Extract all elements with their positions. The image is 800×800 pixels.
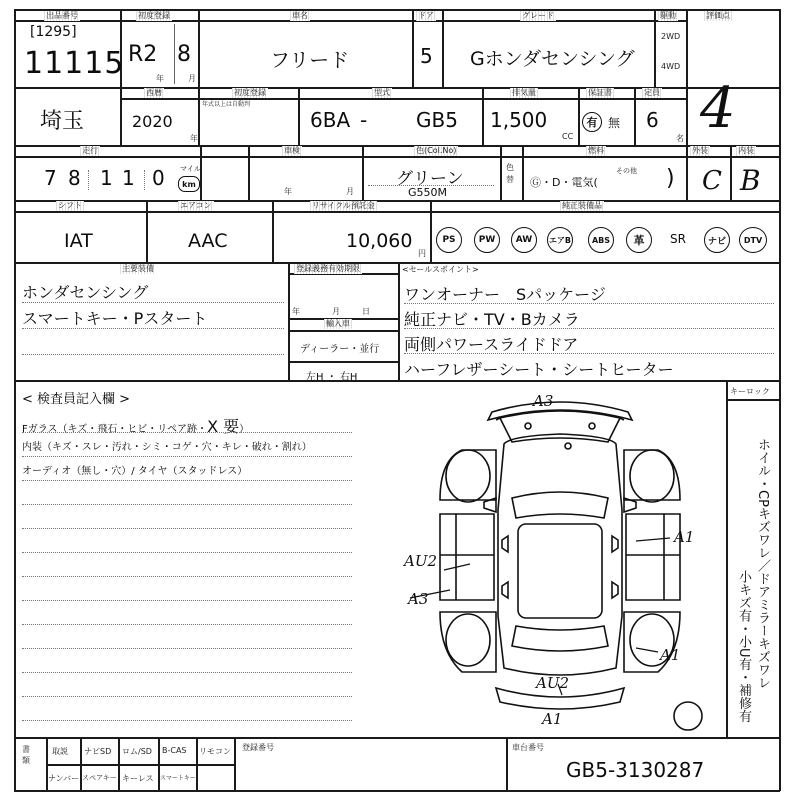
- side-note-scratches: 小キズ有・小U有・補修有: [736, 570, 751, 723]
- first-reg-note: 年式以上は自動判: [202, 101, 251, 108]
- car-name: フリード: [270, 48, 350, 72]
- border-right: [779, 9, 781, 791]
- cc-unit: CC: [562, 132, 574, 141]
- inspection-label: 車検: [284, 146, 300, 155]
- glass-text: Fガラス（キズ・飛石・ヒビ・リペア跡・: [22, 424, 208, 435]
- dealer-option: ディーラー・並行: [300, 344, 380, 355]
- rule: [506, 737, 508, 790]
- color-code: G550M: [408, 186, 448, 199]
- rule: [522, 145, 524, 200]
- rule: [730, 145, 732, 200]
- score-label: 評価点: [706, 11, 730, 20]
- sales-point: 純正ナビ・TV・Bカメラ: [404, 310, 580, 329]
- lot-sub: [1295]: [30, 24, 77, 40]
- reg-era: R2: [128, 42, 158, 67]
- dotted-rule: [22, 720, 352, 721]
- drive-2wd: 2WD: [661, 32, 681, 41]
- fuel-label: 燃料: [588, 146, 604, 155]
- rule: [288, 330, 398, 332]
- border-left: [14, 9, 16, 791]
- rule: [118, 737, 120, 790]
- option-item: スマートキー・Pスタート: [22, 309, 208, 328]
- rule: [272, 200, 274, 262]
- sales-point: 両側パワースライドドア: [404, 335, 579, 354]
- capacity-unit: 名: [676, 134, 684, 143]
- rule: [288, 361, 398, 363]
- lot-number: 11115: [24, 46, 125, 81]
- rule: [14, 20, 686, 22]
- year-unit: 年: [190, 134, 198, 143]
- footer-item: ロム/SD: [122, 747, 152, 756]
- model-label: 型式: [374, 88, 390, 97]
- sales-point: ハーフレザーシート・シートヒーター: [404, 360, 674, 379]
- color: グリーン: [396, 169, 464, 189]
- dotted-rule: [22, 432, 352, 433]
- month-unit: 月: [346, 187, 354, 196]
- glass-handwritten: X 要: [207, 417, 240, 436]
- mileage-digit: 1: [100, 166, 113, 190]
- rule: [362, 145, 364, 200]
- warranty-label: 保証書: [588, 88, 612, 97]
- rule: [430, 200, 432, 262]
- equip-airbag: エアB: [547, 227, 573, 253]
- dotted-rule: [22, 600, 352, 601]
- interior-grade: B: [740, 164, 761, 197]
- option-item: ホンダセンシング: [22, 283, 149, 302]
- western-year-label: 西暦: [146, 88, 162, 97]
- equip-aw: AW: [511, 227, 537, 253]
- fuel-close: ): [666, 166, 675, 191]
- yen-unit: 円: [418, 249, 426, 258]
- options-label: 主要装備: [122, 264, 154, 273]
- car-name-label: 車名: [292, 11, 308, 20]
- equip-abs: ABS: [588, 227, 614, 253]
- rule: [14, 87, 780, 89]
- color-label: 色(Col.No): [416, 146, 457, 155]
- equip-pw: PW: [474, 227, 500, 253]
- equip-dtv: DTV: [739, 227, 767, 253]
- interior-label: 内装: [738, 146, 754, 155]
- sales-point: ワンオーナー Sパッケージ: [404, 285, 606, 304]
- equip-ps: PS: [436, 227, 462, 253]
- doors-label: ドア: [418, 11, 434, 20]
- dotted-rule: [22, 328, 284, 329]
- dotted-rule: [22, 528, 352, 529]
- rule: [500, 145, 502, 200]
- rule: [686, 145, 688, 200]
- model-prefix: 6BA: [310, 108, 351, 132]
- keylock-label: キーロック: [730, 387, 770, 396]
- rule: [482, 87, 484, 145]
- shift: IAT: [64, 230, 93, 252]
- rule: [120, 87, 122, 145]
- rule: [158, 737, 160, 790]
- dotted-rule: [22, 576, 352, 577]
- dotted-rule: [22, 672, 352, 673]
- footer-item: ナビSD: [84, 747, 112, 756]
- mileage-unit-km: km: [178, 176, 200, 192]
- equip-sr: SR: [670, 232, 686, 246]
- dotted-rule: [22, 354, 284, 355]
- inspector-line-interior: 内装（キズ・スレ・汚れ・シミ・コゲ・穴・キレ・破れ・割れ）: [22, 442, 312, 453]
- damage-mark: A1: [542, 710, 563, 728]
- divider: [174, 24, 175, 84]
- inspector-line-glass: [22, 414, 249, 437]
- rule: [398, 262, 400, 380]
- exterior-grade: C: [702, 166, 722, 196]
- border-bottom: [14, 790, 780, 792]
- capacity: 6: [646, 108, 659, 132]
- inspector-label: < 検査員記入欄 >: [22, 392, 131, 407]
- footer-item: キーレス: [122, 774, 154, 783]
- car-outline: [440, 402, 702, 730]
- damage-mark: A3: [533, 392, 554, 410]
- year-unit: 年: [156, 74, 164, 83]
- fuel-options: Ⓖ・D・電気(: [530, 176, 598, 189]
- digit-separator: [144, 170, 145, 190]
- prefecture: 埼玉: [40, 109, 85, 134]
- equip-navi: ナビ: [704, 227, 730, 253]
- chassis-label: 車台番号: [512, 743, 544, 752]
- dotted-rule: [404, 303, 774, 304]
- score: 4: [700, 76, 736, 141]
- first-reg-year-label: 初度登録: [234, 88, 266, 97]
- lot-label: 出品番号: [46, 11, 78, 20]
- drive-4wd: 4WD: [661, 62, 681, 71]
- mileage-label: 走行: [82, 146, 98, 155]
- digit-separator: [88, 170, 89, 190]
- grade: Gホンダセンシング: [470, 48, 635, 70]
- model-code: GB5: [416, 108, 458, 132]
- dotted-rule: [404, 328, 774, 329]
- reg-month: 8: [177, 42, 191, 67]
- footer-item: 取説: [52, 747, 68, 756]
- footer-item: スマートキー: [160, 775, 196, 782]
- recycle-fee: 10,060: [346, 230, 413, 252]
- steering-option: 左H ・ 右H: [306, 372, 358, 383]
- displacement-label: 排気量: [512, 88, 536, 97]
- mileage-unit-alt: マイル: [180, 165, 201, 173]
- rule: [634, 87, 636, 145]
- rule: [686, 9, 688, 145]
- month-unit: 月: [188, 74, 196, 83]
- glass-close: ）: [239, 424, 250, 435]
- footer-item: B-CAS: [162, 746, 187, 755]
- footer-item: ナンバー: [48, 774, 80, 783]
- dotted-rule: [22, 624, 352, 625]
- dotted-rule: [22, 302, 284, 303]
- chassis-number: GB5-3130287: [566, 758, 705, 782]
- ac-label: エアコン: [180, 201, 212, 210]
- docs-label: 書類: [22, 745, 30, 765]
- mileage-digit: 1: [122, 166, 135, 190]
- fuel-other: その他: [616, 167, 637, 175]
- rule: [578, 87, 580, 145]
- footer-item: リモコン: [199, 747, 231, 756]
- dotted-rule: [22, 480, 352, 481]
- drive-label: 駆動: [660, 11, 676, 20]
- import-label: 輸入車: [326, 319, 350, 328]
- inspector-line-audio: オーディオ（無し・穴）/ タイヤ（スタッドレス）: [22, 466, 248, 477]
- doors: 5: [420, 44, 433, 68]
- shift-label: シフト: [58, 201, 82, 210]
- dotted-rule: [22, 648, 352, 649]
- rule: [14, 737, 780, 739]
- western-year: 2020: [132, 112, 173, 131]
- rule: [14, 211, 780, 213]
- rule: [726, 399, 779, 401]
- damage-mark: A1: [660, 646, 681, 664]
- model-dash: -: [360, 108, 368, 132]
- dotted-rule: [404, 353, 774, 354]
- exterior-label: 外装: [692, 146, 708, 155]
- warranty-no: 無: [608, 116, 621, 130]
- dotted-rule: [22, 456, 352, 457]
- damage-mark: A1: [674, 528, 695, 546]
- mileage-digit: 0: [152, 166, 165, 190]
- rule: [298, 87, 300, 145]
- first-reg-label: 初度登録: [138, 11, 170, 20]
- reg-expiry-label: 登録義務有効期限: [296, 264, 360, 273]
- dotted-rule: [22, 504, 352, 505]
- grade-label: グレード: [522, 11, 554, 20]
- damage-mark: AU2: [536, 674, 570, 692]
- equipment-label: 純正装備品: [562, 201, 602, 210]
- rule: [234, 737, 236, 790]
- sales-points-label: <セールスポイント>: [402, 265, 479, 274]
- rule: [248, 145, 250, 200]
- rule: [726, 380, 728, 737]
- color-change-label: 色替: [506, 163, 514, 184]
- damage-mark: A3: [408, 590, 429, 608]
- warranty-yes: 有: [582, 112, 602, 132]
- day-unit: 日: [362, 307, 370, 316]
- year-unit: 年: [292, 307, 300, 316]
- reg-no-label: 登録番号: [242, 743, 274, 752]
- rule: [146, 200, 148, 262]
- equip-leather: 革: [626, 227, 652, 253]
- rule: [14, 145, 780, 147]
- rule: [198, 87, 200, 145]
- recycle-label: リサイクル預託金: [312, 201, 375, 210]
- damage-mark: AU2: [404, 552, 438, 570]
- side-note-wheel: ホイル・CPキズワレ／ドアミラーキズワレ: [755, 438, 770, 689]
- rule: [46, 764, 234, 766]
- mileage-digit: 7: [44, 166, 57, 190]
- footer-item: スペアキー: [82, 774, 117, 782]
- month-unit: 月: [332, 307, 340, 316]
- rule: [14, 200, 780, 202]
- rule: [196, 737, 198, 790]
- mileage-digit: 8: [68, 166, 81, 190]
- dotted-rule: [368, 185, 494, 186]
- year-unit: 年: [284, 187, 292, 196]
- capacity-label: 定員: [644, 88, 660, 97]
- dotted-rule: [22, 696, 352, 697]
- dotted-rule: [22, 552, 352, 553]
- rule: [14, 156, 780, 158]
- rule: [14, 380, 780, 382]
- ac: AAC: [188, 230, 228, 252]
- displacement: 1,500: [490, 108, 548, 132]
